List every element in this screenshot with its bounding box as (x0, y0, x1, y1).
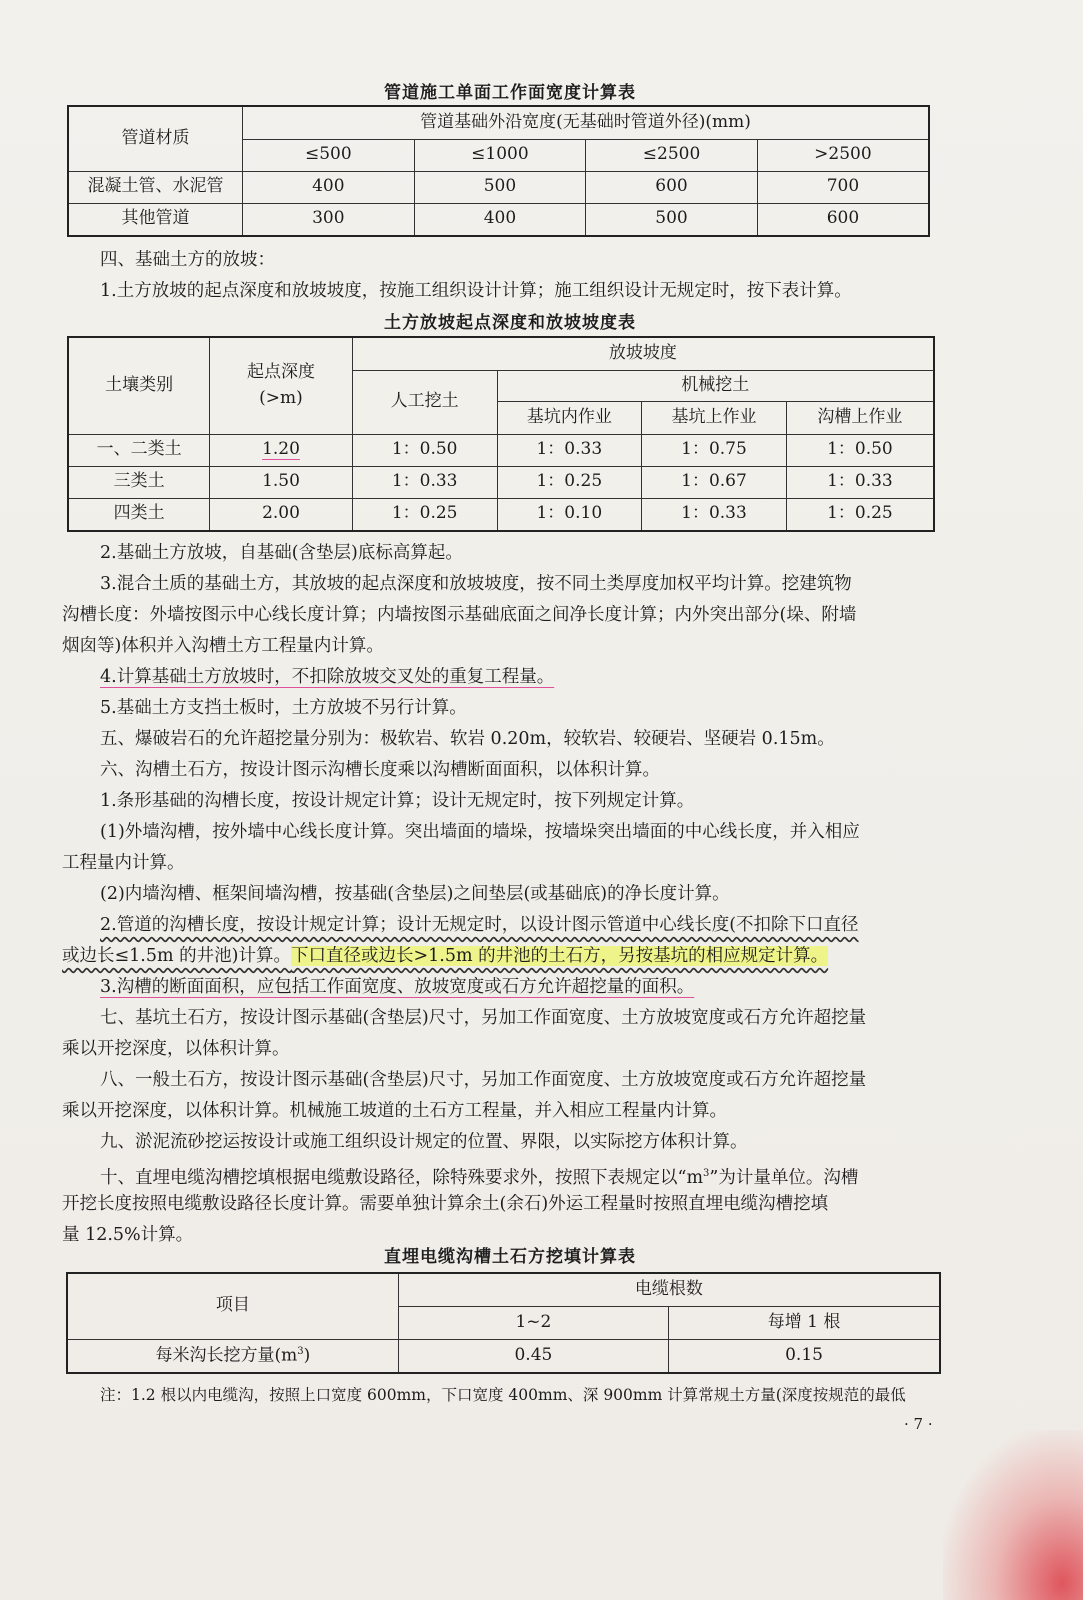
section-4-heading: 四、基础土方的放坡： (100, 250, 275, 270)
width-col-3: ≤2500 (586, 139, 758, 171)
text-line: 沟槽长度：外墙按图示中心线长度计算；内墙按图示基础底面之间净长度计算；内外突出部分(垛、附墙 (62, 605, 857, 625)
row-label: 混凝土管、水泥管 (68, 171, 243, 203)
header-start-depth-unit: (>m) (259, 387, 303, 408)
text-line (62, 941, 962, 972)
underlined-text: 4.计算基础土方放坡时，不扣除放坡交叉处的重复工程量。 (100, 667, 555, 687)
superscript: 3 (703, 1168, 710, 1179)
cell: 500 (414, 171, 586, 203)
table-row (68, 203, 929, 236)
pipe-work-width-table (67, 105, 930, 237)
superscript: 3 (297, 1345, 304, 1357)
header-on-trench: 沟槽上作业 (786, 401, 934, 434)
row-label (67, 1339, 398, 1373)
cell: 1：0.67 (642, 466, 787, 498)
header-start-depth (210, 337, 353, 434)
cell: 1：0.50 (352, 434, 497, 466)
text-line: (1)外墙沟槽，按外墙中心线长度计算。突出墙面的墙垛，按墙垛突出墙面的中心线长度，并入相应 (100, 822, 860, 842)
table2-title: 土方放坡起点深度和放坡坡度表 (384, 313, 636, 333)
header-base-width: 管道基础外沿宽度(无基础时管道外径)(mm) (243, 106, 929, 139)
text-line: (2)内墙沟槽、框架间墙沟槽，按基础(含垫层)之间垫层(或基础底)的净长度计算。 (100, 884, 730, 904)
text-line: 2.基础土方放坡，自基础(含垫层)底标高算起。 (100, 543, 463, 563)
body-text (62, 538, 962, 1251)
text-line (62, 910, 962, 941)
footnote: 注：1.2 根以内电缆沟，按照上口宽度 600mm，下口宽度 400mm、深 900mm 计算常规土方量(深度按规范的最低 (100, 1386, 906, 1404)
text-line: 八、一般土石方，按设计图示基础(含垫层)尺寸，另加工作面宽度、土方放坡宽度或石方允许超挖量 (100, 1070, 867, 1090)
text-line (62, 662, 962, 693)
cell: 0.45 (398, 1339, 668, 1373)
text-line: 5.基础土方支挡土板时，土方放坡不另行计算。 (100, 698, 467, 718)
cell: 1：0.50 (786, 434, 934, 466)
text-line (62, 1158, 962, 1189)
cell: 1：0.25 (352, 498, 497, 531)
header-slope: 放坡坡度 (352, 337, 934, 370)
table3-title: 直埋电缆沟槽土石方挖填计算表 (384, 1247, 636, 1267)
wavy-underlined-text: 或边长≤1.5m 的井池)计算。 (62, 946, 291, 966)
cell: 400 (243, 171, 415, 203)
row-label: 四类土 (68, 498, 210, 531)
width-col-1: ≤500 (243, 139, 415, 171)
cell: 2.00 (210, 498, 353, 531)
text-line: 开挖长度按照电缆敷设路径长度计算。需要单独计算余土(余石)外运工程量时按照直埋电缆沟槽挖填 (62, 1194, 829, 1214)
text-line: 1.条形基础的沟槽长度，按设计规定计算；设计无规定时，按下列规定计算。 (100, 791, 695, 811)
header-soil-type: 土壤类别 (68, 337, 210, 434)
text-line: 工程量内计算。 (62, 853, 185, 873)
slope-table (67, 336, 935, 532)
highlighted-text: 下口直径或边长>1.5m 的井池的土石方，另按基坑的相应规定计算。 (290, 946, 829, 966)
header-in-pit: 基坑内作业 (497, 401, 642, 434)
cell: 1：0.33 (642, 498, 787, 531)
header-machine: 机械挖土 (497, 370, 934, 401)
cell: 500 (586, 203, 758, 236)
cell (210, 434, 353, 466)
text-line: 3.混合土质的基础土方，其放坡的起点深度和放坡坡度，按不同土类厚度加权平均计算。挖建筑物 (100, 574, 852, 594)
cell: 1.50 (210, 466, 353, 498)
row-label: 一、二类土 (68, 434, 210, 466)
underlined-text: 3.沟槽的断面面积，应包括工作面宽度、放坡宽度或石方允许超挖量的面积。 (100, 977, 695, 997)
table-row (68, 171, 929, 203)
header-1-2: 1~2 (398, 1306, 668, 1339)
width-col-4: >2500 (757, 139, 929, 171)
header-cable-count: 电缆根数 (398, 1273, 940, 1306)
text-line: 乘以开挖深度，以体积计算。机械施工坡道的土石方工程量，并入相应工程量内计算。 (62, 1101, 727, 1121)
header-manual: 人工挖土 (352, 370, 497, 434)
cell: 700 (757, 171, 929, 203)
row-label-text: 每米沟长挖方量(m (155, 1345, 298, 1366)
text-line: 五、爆破岩石的允许超挖量分别为：极软岩、软岩 0.20m，较软岩、较硬岩、坚硬岩 0.15m。 (100, 729, 835, 749)
page-number: · 7 · (904, 1415, 933, 1433)
cell: 1：0.75 (642, 434, 787, 466)
cell: 300 (243, 203, 415, 236)
header-material: 管道材质 (68, 106, 243, 171)
header-each-extra: 每增 1 根 (669, 1306, 940, 1339)
cable-trench-table (66, 1272, 941, 1374)
table1-title: 管道施工单面工作面宽度计算表 (384, 83, 636, 103)
text-segment: 十、直埋电缆沟槽挖填根据电缆敷设路径，除特殊要求外，按照下表规定以“m (100, 1167, 704, 1188)
section-4-item-1: 1.土方放坡的起点深度和放坡坡度，按施工组织设计计算；施工组织设计无规定时，按下表计算。 (100, 281, 852, 301)
cell: 1：0.33 (497, 434, 642, 466)
depth-value-highlight: 1.20 (262, 439, 300, 460)
text-segment: ”为计量单位。沟槽 (709, 1167, 859, 1188)
cell: 600 (757, 203, 929, 236)
header-item: 项目 (67, 1273, 398, 1339)
cell: 0.15 (669, 1339, 940, 1373)
cell: 1：0.25 (497, 466, 642, 498)
table-row (68, 466, 934, 498)
finger-smudge (943, 1430, 1083, 1600)
table-row (68, 498, 934, 531)
cell: 1：0.33 (786, 466, 934, 498)
wavy-underlined-text: 2.管道的沟槽长度，按设计规定计算；设计无规定时，以设计图示管道中心线长度(不扣除下口直径 (100, 915, 859, 935)
text-line: 九、淤泥流砂挖运按设计或施工组织设计规定的位置、界限，以实际挖方体积计算。 (100, 1132, 748, 1152)
cell: 1：0.25 (786, 498, 934, 531)
row-label: 其他管道 (68, 203, 243, 236)
text-line: 量 12.5%计算。 (62, 1225, 194, 1245)
row-label-text: ) (303, 1345, 311, 1366)
text-line: 烟囱等)体积并入沟槽土方工程量内计算。 (62, 636, 384, 656)
text-line: 六、沟槽土石方，按设计图示沟槽长度乘以沟槽断面面积，以体积计算。 (100, 760, 660, 780)
header-start-depth-label: 起点深度 (247, 362, 315, 383)
text-line: 七、基坑土石方，按设计图示基础(含垫层)尺寸，另加工作面宽度、土方放坡宽度或石方允许超挖量 (100, 1008, 867, 1028)
cell: 1：0.10 (497, 498, 642, 531)
section-4 (100, 245, 960, 307)
cell: 400 (414, 203, 586, 236)
row-label: 三类土 (68, 466, 210, 498)
table-row (67, 1339, 940, 1373)
cell: 1：0.33 (352, 466, 497, 498)
table-row (68, 434, 934, 466)
header-on-pit: 基坑上作业 (642, 401, 787, 434)
cell: 600 (586, 171, 758, 203)
width-col-2: ≤1000 (414, 139, 586, 171)
text-line: 乘以开挖深度，以体积计算。 (62, 1039, 290, 1059)
text-line (62, 972, 962, 1003)
